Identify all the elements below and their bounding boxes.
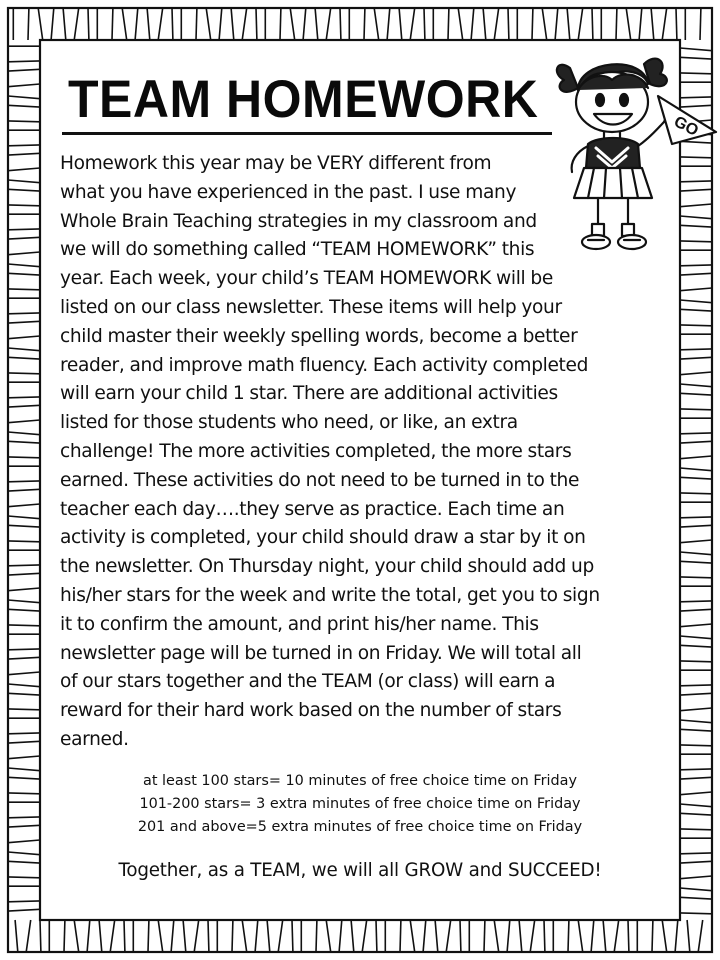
paragraph-line: of our stars together and the TEAM (or class) will earn a bbox=[60, 671, 556, 693]
paragraph-line: his/her stars for the week and write the total, get you to sign bbox=[60, 584, 600, 606]
pennant-label: GO bbox=[670, 113, 701, 140]
paragraph-line: year. Each week, your child’s TEAM HOMEWORK will be bbox=[60, 268, 553, 290]
reward-line: 201 and above=5 extra minutes of free choice time on Friday bbox=[137, 819, 583, 835]
paragraph-line: Homework this year may be VERY different from bbox=[60, 153, 492, 174]
paragraph-line: listed for those students who need, or like, an extra bbox=[60, 412, 518, 434]
paragraph-line: the newsletter. On Thursday night, your child should add up bbox=[60, 556, 594, 578]
reward-line: 101-200 stars= 3 extra minutes of free choice time on Friday bbox=[139, 796, 581, 812]
paragraph-line: it to confirm the amount, and print his/her name. This bbox=[60, 613, 539, 635]
closing-statement: Together, as a TEAM, we will all GROW and SUCCEED! bbox=[118, 860, 602, 881]
paragraph-line: teacher each day….they serve as practice. Each time an bbox=[60, 498, 565, 520]
paragraph-line: we will do something called “TEAM HOMEWORK” this bbox=[60, 239, 535, 261]
paragraph-line: will earn your child 1 star. There are additional activities bbox=[60, 383, 558, 405]
paragraph-line: newsletter page will be turned in on Friday. We will total all bbox=[60, 642, 582, 664]
reward-list bbox=[60, 770, 660, 839]
paragraph-line: earned. These activities do not need to be turned in to the bbox=[60, 469, 580, 491]
paragraph-line: what you have experienced in the past. I use many bbox=[60, 181, 517, 203]
paragraph-line: challenge! The more activities completed, the more stars bbox=[60, 440, 572, 462]
paragraph-line: reward for their hard work based on the number of stars bbox=[60, 700, 562, 722]
page-title: TEAM HOMEWORK bbox=[68, 69, 539, 129]
paragraph-line: listed on our class newsletter. These items will help your bbox=[60, 296, 562, 318]
body-paragraph bbox=[60, 150, 640, 755]
paragraph-line: child master their weekly spelling words, become a better bbox=[60, 325, 578, 347]
reward-line: at least 100 stars= 10 minutes of free choice time on Friday bbox=[143, 773, 577, 789]
paragraph-line: earned. bbox=[60, 728, 129, 750]
paragraph-line: activity is completed, your child should draw a star by it on bbox=[60, 527, 586, 549]
title-underline bbox=[62, 132, 552, 135]
paragraph-line: Whole Brain Teaching strategies in my classroom and bbox=[60, 210, 537, 232]
paragraph-line: reader, and improve math fluency. Each activity completed bbox=[60, 354, 589, 376]
